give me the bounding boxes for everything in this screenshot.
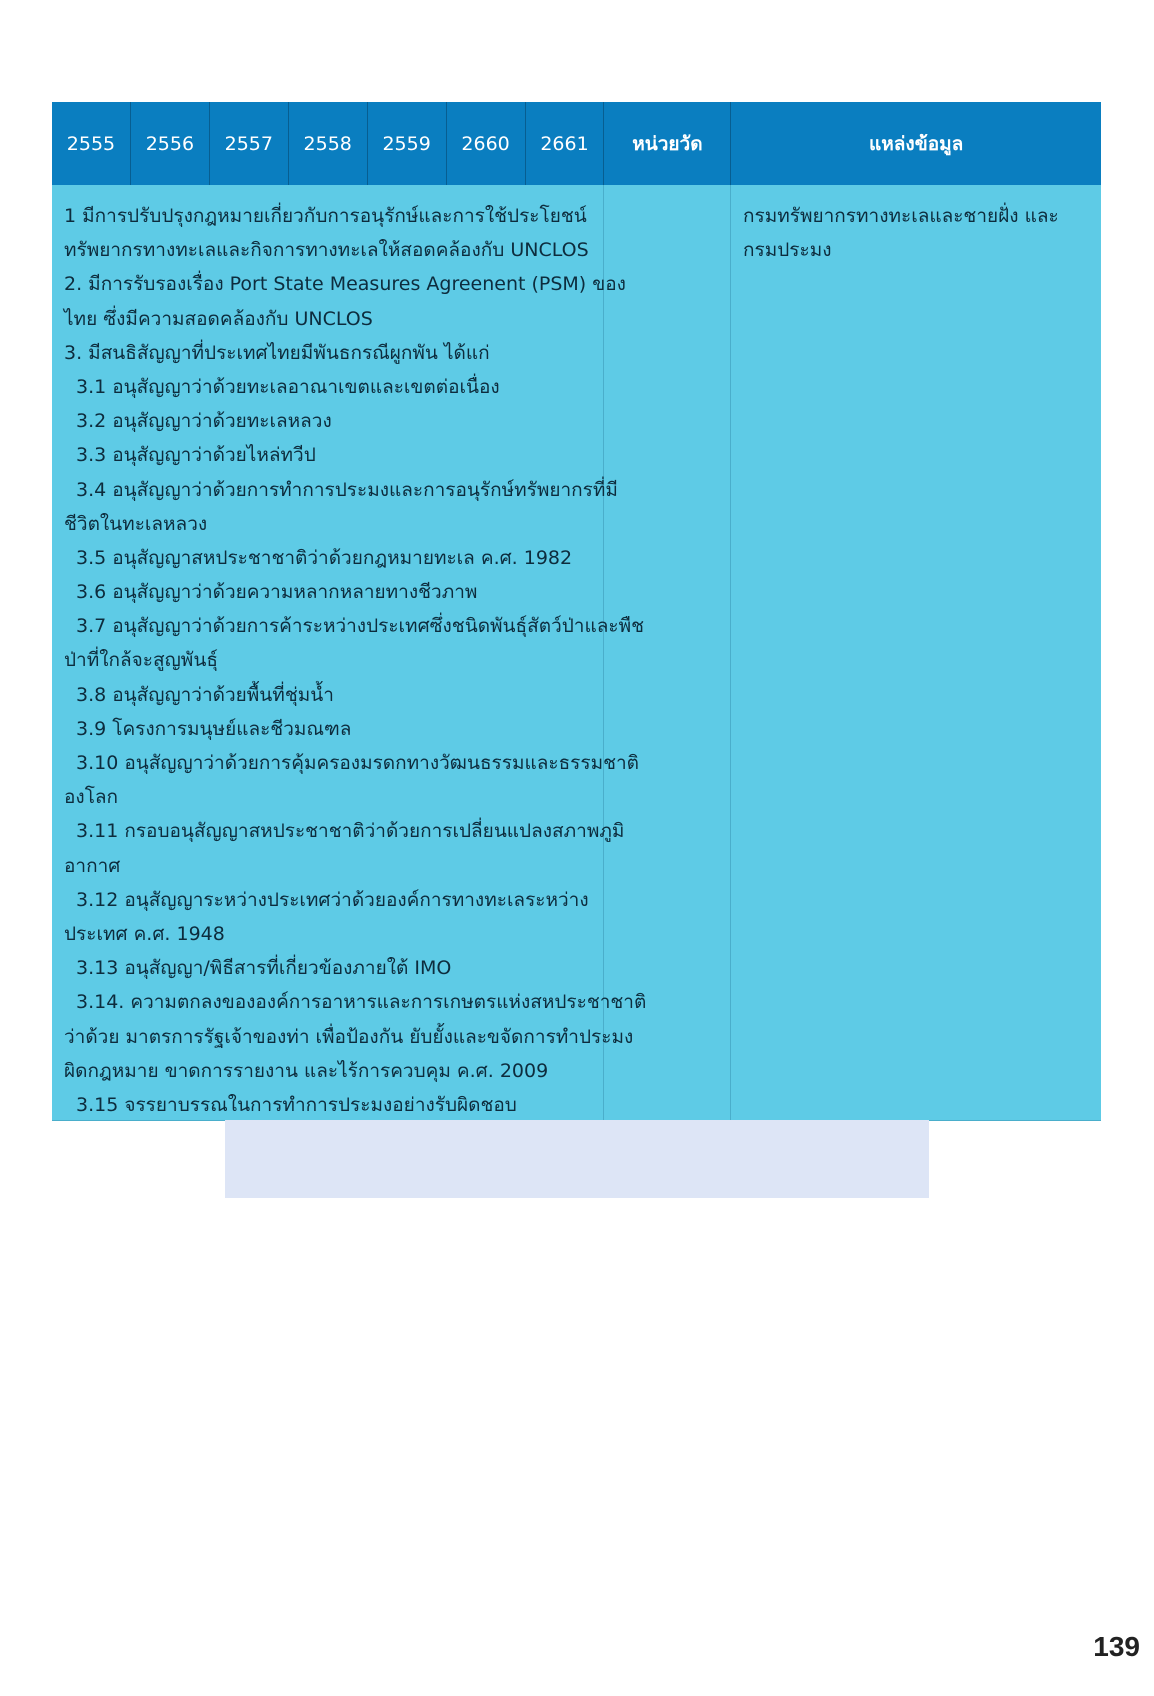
unit-cell: [604, 185, 731, 1120]
content-line: 3.7 อนุสัญญาว่าด้วยการค้าระหว่างประเทศซึ่งชนิดพันธุ์สัตว์ป่าและพืช: [76, 615, 644, 638]
lavender-band: [225, 1120, 929, 1198]
year-header-2661: 2661: [526, 102, 605, 185]
content-line: อากาศ: [64, 854, 121, 877]
table-header: [52, 102, 1101, 186]
content-line: 3. มีสนธิสัญญาที่ประเทศไทยมีพันธกรณีผูกพัน ได้แก่: [64, 341, 490, 364]
content-line: ป่าที่ใกล้จะสูญพันธุ์: [64, 649, 218, 672]
content-line: 3.14. ความตกลงขององค์การอาหารและการเกษตรแห่งสหประชาชาติ: [76, 991, 647, 1014]
content-line: ชีวิตในทะเลหลวง: [64, 512, 208, 535]
content-line: ประเทศ ค.ศ. 1948: [64, 922, 225, 945]
content-line: 3.3 อนุสัญญาว่าด้วยไหล่ทวีป: [76, 444, 316, 467]
content-line: 3.10 อนุสัญญาว่าด้วยการคุ้มครองมรดกทางวัฒนธรรมและธรรมชาติ: [76, 752, 640, 774]
content-line: 3.13 อนุสัญญา/พิธีสารที่เกี่ยวข้องภายใต้ IMO: [76, 957, 452, 980]
content-cell: [52, 185, 647, 1120]
content-line: องโลก: [64, 786, 119, 809]
table-body: [52, 185, 1101, 1121]
content-line: 1 มีการปรับปรุงกฎหมายเกี่ยวกับการอนุรักษ์และการใช้ประโยชน์: [64, 205, 587, 227]
content-line: 3.9 โครงการมนุษย์และชีวมณฑล: [76, 717, 352, 740]
content-line: 2. มีการรับรองเรื่อง Port State Measures Agreenent (PSM) ของ: [64, 273, 626, 296]
content-line: 3.12 อนุสัญญาระหว่างประเทศว่าด้วยองค์การทางทะเลระหว่าง: [76, 888, 589, 911]
year-header-2559: 2559: [368, 102, 447, 185]
content-line: 3.11 กรอบอนุสัญญาสหประชาชาติว่าด้วยการเปลี่ยนแปลงสภาพภูมิ: [76, 820, 625, 843]
year-header-2660: 2660: [447, 102, 526, 185]
content-line: 3.15 จรรยาบรรณในการทำการประมงอย่างรับผิดชอบ: [76, 1093, 517, 1116]
source-text: กรมทรัพยากรทางทะเลและชายฝั่ง และกรมประมง: [743, 205, 1059, 262]
content-line: ทรัพยากรทางทะเลและกิจการทางทะเลให้สอดคล้องกับ UNCLOS: [64, 239, 589, 262]
year-header-2556: 2556: [131, 102, 210, 185]
content-line: 3.8 อนุสัญญาว่าด้วยพื้นที่ชุ่มน้ำ: [76, 683, 334, 706]
content-line: 3.2 อนุสัญญาว่าด้วยทะเลหลวง: [76, 410, 332, 433]
content-line: 3.1 อนุสัญญาว่าด้วยทะเลอาณาเขตและเขตต่อเนื่อง: [76, 375, 500, 398]
content-line: 3.5 อนุสัญญาสหประชาชาติว่าด้วยกฎหมายทะเล ค.ศ. 1982: [76, 546, 573, 569]
year-header-2558: 2558: [289, 102, 368, 185]
content-line: ว่าด้วย มาตรการรัฐเจ้าของท่า เพื่อป้องกัน ยับยั้งและขจัดการทำประมง: [64, 1025, 634, 1048]
page-number: 139: [1093, 1631, 1140, 1662]
content-line: 3.4 อนุสัญญาว่าด้วยการทำการประมงและการอนุรักษ์ทรัพยากรที่มี: [76, 478, 618, 501]
source-header: แหล่งข้อมูล: [869, 132, 964, 155]
content-line: ผิดกฎหมาย ขาดการรายงาน และไร้การควบคุม ค.ศ. 2009: [64, 1059, 549, 1082]
content-line: 3.6 อนุสัญญาว่าด้วยความหลากหลายทางชีวภาพ: [76, 581, 478, 604]
source-cell: [731, 185, 1101, 1120]
indicator-table: [52, 102, 1101, 1120]
unit-header: หน่วยวัด: [604, 102, 731, 185]
content-line: ไทย ซึ่งมีความสอดคล้องกับ UNCLOS: [64, 307, 373, 330]
year-header-2557: 2557: [210, 102, 289, 185]
year-header-2555: 2555: [52, 102, 131, 185]
